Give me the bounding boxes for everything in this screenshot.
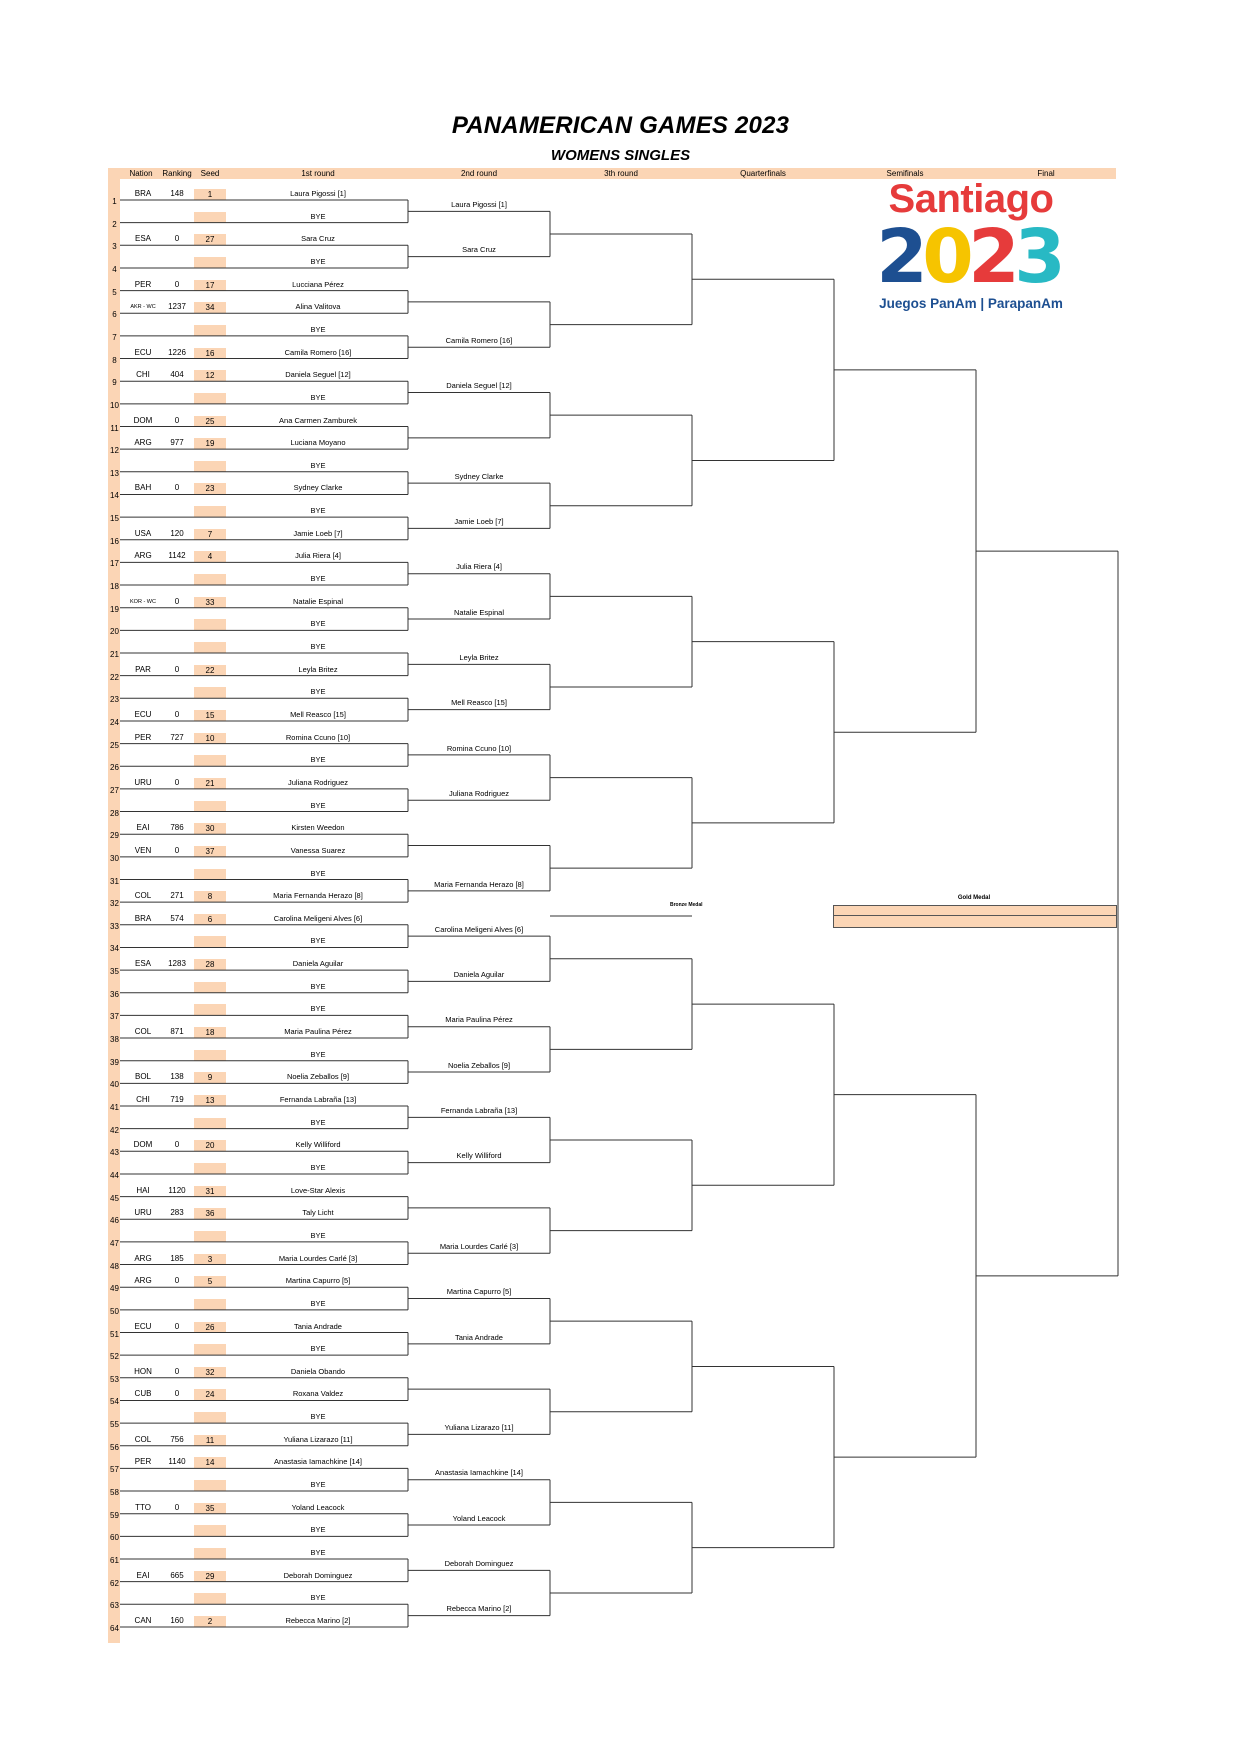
round2-winner: Daniela Seguel [12] — [446, 381, 512, 391]
draw-position: 51 — [110, 1329, 119, 1339]
player-name: BYE — [310, 1344, 326, 1354]
player-nation: PER — [134, 279, 152, 289]
round2-winner: Kelly Williford — [456, 1151, 502, 1161]
round2-winner: Deborah Dominguez — [444, 1559, 514, 1568]
logo-digit-1: 2 — [876, 218, 928, 284]
draw-position: 25 — [110, 740, 119, 750]
draw-position: 37 — [110, 1012, 119, 1022]
player-name: Noelia Zeballos [9] — [286, 1072, 350, 1082]
round2-winner: Leyla Britez — [459, 653, 499, 662]
player-name: BYE — [310, 1480, 326, 1490]
page-title: PANAMERICAN GAMES 2023 — [451, 112, 790, 139]
player-name: Daniela Obando — [290, 1366, 346, 1376]
player-nation: BOL — [134, 1072, 151, 1082]
player-seed: 3 — [194, 1254, 226, 1265]
draw-position: 45 — [110, 1193, 119, 1203]
player-name: Luciana Moyano — [290, 438, 346, 448]
player-ranking: 120 — [170, 528, 184, 538]
draw-position: 11 — [110, 423, 119, 433]
player-name: Kirsten Weedon — [291, 823, 345, 833]
player-ranking: 0 — [174, 483, 180, 493]
player-name: Leyla Britez — [298, 664, 338, 674]
round2-winner: Yuliana Lizarazo [11] — [444, 1423, 514, 1433]
round2-winner: Sydney Clarke — [454, 471, 504, 481]
player-nation: URU — [134, 777, 152, 787]
draw-position: 29 — [110, 831, 119, 841]
draw-position: 42 — [110, 1125, 119, 1135]
bronze-medal-label: Bronze Medal — [670, 902, 703, 908]
round2-winner: Maria Fernanda Herazo [8] — [434, 879, 524, 889]
player-name: Alina Valitova — [295, 302, 341, 312]
draw-position: 46 — [110, 1216, 119, 1226]
player-name: Maria Fernanda Herazo [8] — [273, 891, 363, 901]
player-ranking: 871 — [170, 1027, 184, 1037]
draw-position: 8 — [112, 355, 117, 365]
draw-position: 9 — [112, 378, 117, 388]
player-seed: 36 — [194, 1208, 226, 1219]
player-name: BYE — [310, 460, 326, 470]
draw-position: 28 — [110, 808, 119, 818]
draw-position: 60 — [110, 1533, 119, 1543]
player-seed: 23 — [194, 483, 226, 494]
player-ranking: 727 — [170, 732, 184, 742]
round2-winner: Carolina Meligeni Alves [6] — [434, 924, 524, 934]
draw-position: 31 — [110, 876, 119, 886]
round2-winner: Sara Cruz — [462, 245, 496, 255]
draw-position: 10 — [110, 400, 119, 410]
player-nation: CAN — [134, 1615, 152, 1625]
player-name: BYE — [310, 755, 326, 765]
player-name: BYE — [310, 574, 326, 584]
player-name: Roxana Valdez — [292, 1389, 344, 1399]
round2-winner: Camila Romero [16] — [445, 335, 513, 345]
draw-position: 55 — [110, 1420, 119, 1430]
player-name: Ana Carmen Zamburek — [279, 415, 357, 425]
player-nation: HAI — [136, 1185, 150, 1195]
draw-position: 58 — [110, 1488, 119, 1498]
player-name: BYE — [310, 981, 326, 991]
player-name: BYE — [310, 642, 326, 651]
player-seed: 31 — [194, 1186, 226, 1197]
player-name: Daniela Aguilar — [292, 959, 344, 969]
player-seed: 21 — [194, 778, 226, 789]
player-nation: ARG — [134, 438, 152, 448]
player-name: BYE — [310, 1004, 326, 1014]
player-nation: ECU — [134, 347, 152, 357]
draw-position: 18 — [110, 582, 119, 592]
player-nation: EAI — [136, 823, 150, 833]
player-ranking: 0 — [174, 279, 180, 289]
player-nation: ECU — [134, 709, 152, 719]
player-seed: 27 — [194, 234, 226, 245]
player-nation: CHI — [136, 1095, 150, 1104]
player-nation: ESA — [134, 959, 151, 969]
player-nation: DOM — [133, 1140, 153, 1150]
player-seed: 34 — [194, 302, 226, 313]
player-nation: BAH — [134, 483, 152, 493]
player-ranking: 574 — [170, 913, 184, 923]
draw-position: 43 — [110, 1148, 119, 1158]
draw-position: 17 — [110, 559, 119, 569]
player-name: BYE — [310, 936, 326, 946]
draw-position: 1 — [112, 197, 117, 206]
draw-position: 20 — [110, 627, 119, 637]
player-name: BYE — [310, 868, 326, 878]
draw-position: 41 — [110, 1103, 119, 1112]
player-nation: ARG — [134, 1276, 152, 1286]
col-nation: Nation — [129, 169, 153, 178]
round2-winner: Maria Lourdes Carlé [3] — [439, 1241, 519, 1251]
draw-position: 3 — [112, 242, 117, 252]
logo-city: Santiago — [888, 177, 1054, 221]
player-name: Camila Romero [16] — [284, 347, 352, 357]
player-name: BYE — [310, 800, 326, 810]
player-seed: 35 — [194, 1503, 226, 1514]
gold-medal-label: Gold Medal — [957, 895, 991, 901]
draw-position: 49 — [110, 1284, 119, 1294]
player-nation: DOM — [133, 415, 153, 425]
col-quarterfinals: Quarterfinals — [740, 169, 786, 178]
draw-position: 12 — [110, 446, 119, 456]
draw-position: 2 — [112, 219, 117, 229]
round2-winner: Natalie Espinal — [453, 607, 505, 617]
player-name: Yoland Leacock — [291, 1502, 345, 1512]
draw-position: 57 — [110, 1465, 119, 1475]
round2-winner: Daniela Aguilar — [453, 970, 505, 980]
draw-position: 62 — [110, 1578, 119, 1588]
player-seed: 8 — [194, 891, 226, 902]
col-seed: Seed — [200, 169, 220, 178]
draw-position: 47 — [110, 1238, 119, 1248]
gold-medal-slot-1 — [833, 905, 1117, 916]
player-seed: 28 — [194, 959, 226, 970]
draw-position: 6 — [112, 310, 117, 320]
player-ranking: 1142 — [168, 551, 186, 561]
player-nation: TTO — [135, 1502, 151, 1512]
player-name: Maria Paulina Pérez — [284, 1027, 352, 1037]
player-name: BYE — [310, 1049, 326, 1059]
col-round2: 2nd round — [460, 169, 498, 178]
santiago-2023-logo — [876, 178, 1066, 318]
round2-winner: Tania Andrade — [455, 1332, 503, 1342]
draw-position: 54 — [110, 1397, 119, 1407]
draw-position: 38 — [110, 1035, 119, 1045]
player-seed: 37 — [194, 846, 226, 857]
player-name: BYE — [310, 1548, 326, 1557]
draw-position: 63 — [110, 1601, 119, 1611]
player-seed: 24 — [194, 1389, 226, 1400]
player-nation: COL — [134, 1434, 152, 1444]
player-nation: USA — [134, 528, 152, 538]
logo-subtitle: Juegos PanAm | ParapanAm — [879, 296, 1063, 311]
player-name: Rebecca Marino [2] — [285, 1615, 351, 1625]
logo-digit-4: 3 — [1014, 218, 1066, 284]
draw-position: 44 — [110, 1170, 119, 1180]
player-ranking: 1283 — [168, 959, 186, 969]
round2-winner: Yoland Leacock — [452, 1513, 506, 1523]
player-nation: COL — [134, 1027, 152, 1037]
gold-medal-slot-2 — [833, 916, 1117, 928]
player-seed: 11 — [194, 1435, 226, 1446]
logo-year-graphic — [876, 218, 1066, 284]
draw-position: 39 — [110, 1057, 119, 1067]
player-ranking: 1120 — [168, 1185, 186, 1195]
draw-position: 59 — [110, 1510, 119, 1520]
player-ranking: 0 — [174, 1389, 180, 1399]
player-seed: 6 — [194, 914, 226, 925]
player-name: Romina Ccuno [10] — [285, 732, 351, 742]
col-semifinals: Semifinals — [886, 169, 924, 178]
player-name: Vanessa Suarez — [290, 845, 346, 855]
player-name: Natalie Espinal — [292, 596, 344, 606]
player-name: Juliana Rodriguez — [287, 777, 349, 787]
player-seed: 29 — [194, 1571, 226, 1582]
player-nation: URU — [134, 1208, 152, 1218]
col-ranking: Ranking — [162, 169, 192, 178]
player-name: Laura Pigossi [1] — [290, 189, 346, 198]
col-round3: 3th round — [604, 169, 638, 178]
player-name: Daniela Seguel [12] — [285, 370, 351, 380]
player-ranking: 0 — [174, 664, 180, 674]
player-nation: VEN — [134, 845, 152, 855]
player-name: Sydney Clarke — [293, 483, 343, 493]
draw-position: 21 — [110, 650, 119, 659]
player-name: BYE — [310, 506, 326, 516]
player-ranking: 271 — [170, 891, 184, 901]
player-ranking: 0 — [174, 1366, 180, 1376]
round2-winner: Fernanda Labraña [13] — [440, 1106, 518, 1115]
player-nation: HON — [134, 1366, 152, 1376]
player-name: BYE — [310, 1230, 326, 1240]
player-ranking: 1226 — [168, 347, 186, 357]
player-ranking: 1140 — [168, 1457, 186, 1467]
player-ranking: 665 — [170, 1570, 184, 1580]
round2-winner: Maria Paulina Pérez — [445, 1015, 513, 1025]
player-ranking: 0 — [174, 1276, 180, 1286]
player-nation: AKR - WC — [130, 304, 156, 311]
draw-position: 53 — [110, 1374, 119, 1384]
player-name: Jamie Loeb [7] — [293, 528, 343, 538]
draw-position: 16 — [110, 536, 119, 546]
draw-position: 13 — [110, 468, 119, 478]
player-ranking: 148 — [170, 189, 184, 198]
player-nation: EAI — [136, 1570, 150, 1580]
draw-position: 22 — [110, 672, 119, 682]
player-name: Anastasia Iamachkine [14] — [274, 1457, 362, 1467]
col-round1: 1st round — [301, 169, 335, 178]
player-seed: 5 — [194, 1276, 226, 1287]
draw-position: 56 — [110, 1442, 119, 1452]
draw-position: 33 — [110, 921, 119, 931]
player-ranking: 0 — [174, 845, 180, 855]
round2-winner: Julia Riera [4] — [456, 562, 502, 572]
player-nation: ESA — [134, 234, 151, 244]
player-nation: COL — [134, 891, 152, 901]
player-nation: ARG — [134, 1253, 152, 1263]
player-ranking: 786 — [170, 823, 184, 833]
draw-position: 36 — [110, 989, 119, 999]
player-name: BYE — [310, 211, 326, 221]
player-seed: 12 — [194, 370, 226, 381]
round2-winner: Jamie Loeb [7] — [454, 517, 504, 527]
player-name: Martina Capurro [5] — [285, 1276, 351, 1286]
player-name: Lucciana Pérez — [292, 279, 344, 289]
round2-winner: Mell Reasco [15] — [451, 698, 507, 708]
player-seed: 32 — [194, 1367, 226, 1378]
player-ranking: 160 — [170, 1615, 184, 1625]
player-nation: PAR — [135, 664, 151, 674]
player-nation: ARG — [134, 551, 152, 561]
logo-digit-3: 2 — [968, 218, 1020, 284]
player-ranking: 977 — [170, 438, 184, 448]
player-nation: BRA — [134, 189, 152, 198]
draw-position: 61 — [110, 1556, 119, 1565]
player-name: BYE — [310, 687, 326, 697]
player-name: Love-Star Alexis — [290, 1185, 346, 1195]
player-ranking: 719 — [170, 1095, 184, 1104]
player-name: BYE — [310, 1525, 326, 1535]
player-nation: BRA — [134, 913, 152, 923]
player-name: BYE — [310, 1298, 326, 1308]
player-name: Taly Licht — [302, 1208, 334, 1218]
player-ranking: 0 — [174, 1321, 180, 1331]
player-name: BYE — [310, 1412, 326, 1422]
draw-position: 52 — [110, 1352, 119, 1362]
draw-position: 23 — [110, 695, 119, 705]
round2-winner: Laura Pigossi [1] — [451, 200, 507, 209]
draw-position: 7 — [112, 332, 117, 342]
player-ranking: 0 — [174, 596, 180, 606]
player-seed: 16 — [194, 348, 226, 359]
player-name: Fernanda Labraña [13] — [279, 1095, 357, 1104]
player-seed: 1 — [194, 189, 226, 200]
player-ranking: 0 — [174, 777, 180, 787]
round2-winner: Martina Capurro [5] — [446, 1287, 512, 1297]
player-ranking: 0 — [174, 1502, 180, 1512]
player-name: Julia Riera [4] — [295, 551, 341, 561]
player-seed: 18 — [194, 1027, 226, 1038]
logo-digit-2: 0 — [922, 218, 974, 284]
player-name: BYE — [310, 256, 326, 266]
player-ranking: 0 — [174, 1140, 180, 1150]
player-name: Maria Lourdes Carlé [3] — [278, 1253, 358, 1263]
player-seed: 4 — [194, 551, 226, 562]
player-seed: 25 — [194, 416, 226, 427]
player-name: Mell Reasco [15] — [290, 709, 346, 719]
player-name: BYE — [310, 1593, 326, 1603]
draw-position: 32 — [110, 899, 119, 909]
player-ranking: 0 — [174, 709, 180, 719]
player-name: BYE — [310, 619, 326, 629]
draw-position: 64 — [110, 1623, 119, 1633]
draw-position: 50 — [110, 1306, 119, 1316]
player-ranking: 185 — [170, 1253, 184, 1263]
player-seed: 20 — [194, 1140, 226, 1151]
player-nation: PER — [134, 1457, 152, 1467]
player-seed: 30 — [194, 823, 226, 834]
player-seed: 22 — [194, 665, 226, 676]
player-seed: 9 — [194, 1072, 226, 1083]
draw-position: 30 — [110, 853, 119, 863]
player-seed: 17 — [194, 280, 226, 291]
player-seed: 26 — [194, 1322, 226, 1333]
round2-winner: Juliana Rodriguez — [448, 788, 510, 798]
player-name: BYE — [310, 324, 326, 334]
player-ranking: 404 — [170, 370, 184, 380]
player-name: BYE — [310, 392, 326, 402]
draw-position: 24 — [110, 717, 119, 727]
draw-position: 27 — [110, 785, 119, 795]
player-nation: PER — [134, 732, 152, 742]
col-final: Final — [1037, 169, 1055, 178]
player-seed: 19 — [194, 438, 226, 449]
draw-position: 14 — [110, 491, 119, 501]
player-name: Tania Andrade — [294, 1321, 342, 1331]
draw-position: 4 — [112, 264, 117, 274]
player-ranking: 1237 — [168, 302, 186, 312]
draw-position: 19 — [110, 604, 119, 614]
round2-winner: Noelia Zeballos [9] — [447, 1060, 511, 1070]
player-nation: CHI — [136, 370, 150, 380]
round2-winner: Rebecca Marino [2] — [446, 1604, 512, 1614]
player-ranking: 756 — [170, 1434, 184, 1444]
player-name: BYE — [310, 1117, 326, 1127]
player-name: Kelly Williford — [295, 1140, 341, 1150]
player-seed: 14 — [194, 1457, 226, 1468]
round2-winner: Romina Ccuno [10] — [446, 743, 512, 753]
player-seed: 7 — [194, 529, 226, 540]
player-name: Sara Cruz — [301, 234, 335, 244]
player-seed: 33 — [194, 597, 226, 608]
round2-winner: Anastasia Iamachkine [14] — [435, 1468, 523, 1478]
draw-position: 15 — [110, 514, 119, 524]
draw-position: 26 — [110, 763, 119, 773]
player-name: BYE — [310, 1162, 326, 1172]
player-nation: KOR - WC — [130, 598, 156, 605]
player-ranking: 283 — [170, 1208, 184, 1218]
player-seed: 15 — [194, 710, 226, 721]
player-ranking: 0 — [174, 234, 180, 244]
player-name: Yuliana Lizarazo [11] — [283, 1434, 353, 1444]
player-seed: 13 — [194, 1095, 226, 1106]
player-ranking: 138 — [170, 1072, 184, 1082]
draw-position: 35 — [110, 967, 119, 977]
draw-position: 5 — [112, 287, 117, 297]
player-name: Deborah Dominguez — [283, 1570, 353, 1580]
player-ranking: 0 — [174, 415, 180, 425]
player-nation: ECU — [134, 1321, 152, 1331]
draw-position: 40 — [110, 1080, 119, 1090]
player-seed: 10 — [194, 733, 226, 744]
player-nation: CUB — [134, 1389, 152, 1399]
player-name: Carolina Meligeni Alves [6] — [273, 913, 363, 923]
page-subtitle: WOMENS SINGLES — [550, 147, 691, 164]
draw-position: 34 — [110, 944, 119, 954]
draw-position: 48 — [110, 1261, 119, 1271]
player-seed: 2 — [194, 1616, 226, 1627]
